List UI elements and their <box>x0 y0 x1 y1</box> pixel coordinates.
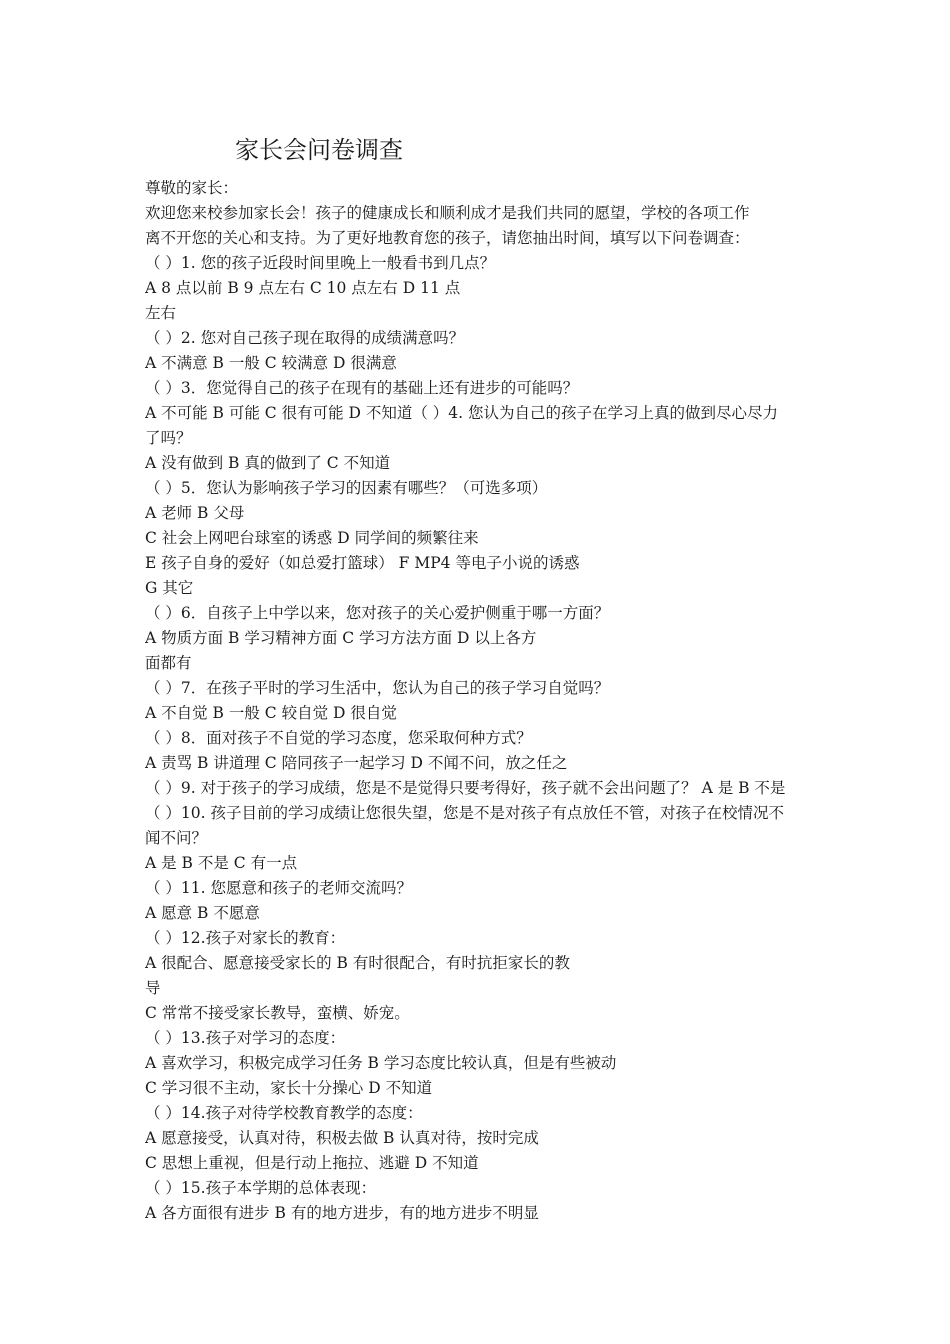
text-line: C 思想上重视，但是行动上拖拉、逃避 D 不知道 <box>145 1154 479 1172</box>
text-line: A 老师 B 父母 <box>145 504 245 522</box>
text-line: （ ）3．您觉得自己的孩子在现有的基础上还有进步的可能吗？ <box>145 379 579 397</box>
text-line: 了吗？ <box>145 429 192 447</box>
text-line: 离不开您的关心和支持。为了更好地教育您的孩子，请您抽出时间，填写以下问卷调查： <box>145 229 750 247</box>
text-line: （ ）1. 您的孩子近段时间里晚上一般看书到几点？ <box>145 254 496 272</box>
text-line: （ ）2. 您对自己孩子现在取得的成绩满意吗？ <box>145 329 465 347</box>
questionnaire-page <box>145 130 810 1226</box>
text-line: 左右 <box>145 304 177 322</box>
text-line: C 社会上网吧台球室的诱惑 D 同学间的频繁往来 <box>145 529 479 547</box>
text-line: A 愿意 B 不愿意 <box>145 904 260 922</box>
text-line: （ ）15.孩子本学期的总体表现： <box>145 1179 377 1197</box>
text-line: A 是 B 不是 C 有一点 <box>145 854 298 872</box>
text-line: A 不满意 B 一般 C 较满意 D 很满意 <box>145 354 397 372</box>
text-line: C 常常不接受家长教导，蛮横、娇宠。 <box>145 1004 410 1022</box>
text-line: （ ）7．在孩子平时的学习生活中，您认为自己的孩子学习自觉吗？ <box>145 679 610 697</box>
text-line: A 没有做到 B 真的做到了 C 不知道 <box>145 454 391 472</box>
text-line: C 学习很不主动，家长十分操心 D 不知道 <box>145 1079 433 1097</box>
text-line: （ ）9. 对于孩子的学习成绩，您是不是觉得只要考得好，孩子就不会出问题了？ A 是 B 不是 <box>145 779 786 797</box>
text-line: （ ）8．面对孩子不自觉的学习态度，您采取何种方式？ <box>145 729 532 747</box>
page-title: 家长会问卷调查 <box>235 136 403 164</box>
text-line: （ ）14.孩子对待学校教育教学的态度： <box>145 1104 423 1122</box>
text-line: （ ）5．您认为影响孩子学习的因素有哪些？（可选多项） <box>145 479 548 497</box>
text-line: 闻不问？ <box>145 829 208 847</box>
text-line: 尊敬的家长： <box>145 179 239 197</box>
questionnaire-body <box>145 176 810 1226</box>
text-line: 欢迎您来校参加家长会！孩子的健康成长和顺利成才是我们共同的愿望，学校的各项工作 <box>145 204 750 222</box>
text-line: （ ）10. 孩子目前的学习成绩让您很失望，您是不是对孩子有点放任不管，对孩子在校情况不 <box>145 804 785 822</box>
text-line: 面都有 <box>145 654 192 672</box>
text-line: （ ）6．自孩子上中学以来，您对孩子的关心爱护侧重于哪一方面？ <box>145 604 610 622</box>
text-line: 导 <box>145 979 161 997</box>
text-line: A 不可能 B 可能 C 很有可能 D 不知道（ ）4. 您认为自己的孩子在学习上真的做到尽心尽力 <box>145 404 779 422</box>
text-line: （ ）11. 您愿意和孩子的老师交流吗？ <box>145 879 413 897</box>
text-line: A 愿意接受，认真对待，积极去做 B 认真对待，按时完成 <box>145 1129 539 1147</box>
text-line: A 8 点以前 B 9 点左右 C 10 点左右 D 11 点 <box>145 279 461 297</box>
text-line: （ ）12.孩子对家长的教育： <box>145 929 346 947</box>
text-line: A 喜欢学习，积极完成学习任务 B 学习态度比较认真，但是有些被动 <box>145 1054 617 1072</box>
text-line: G 其它 <box>145 579 194 597</box>
text-line: A 各方面很有进步 B 有的地方进步，有的地方进步不明显 <box>145 1204 539 1222</box>
text-line: A 责骂 B 讲道理 C 陪同孩子一起学习 D 不闻不问，放之任之 <box>145 754 568 772</box>
text-line: （ ）13.孩子对学习的态度： <box>145 1029 346 1047</box>
text-line: A 不自觉 B 一般 C 较自觉 D 很自觉 <box>145 704 397 722</box>
text-line: A 物质方面 B 学习精神方面 C 学习方法方面 D 以上各方 <box>145 629 537 647</box>
text-line: A 很配合、愿意接受家长的 B 有时很配合，有时抗拒家长的教 <box>145 954 570 972</box>
text-line: E 孩子自身的爱好（如总爱打篮球） F MP4 等电子小说的诱惑 <box>145 554 580 572</box>
